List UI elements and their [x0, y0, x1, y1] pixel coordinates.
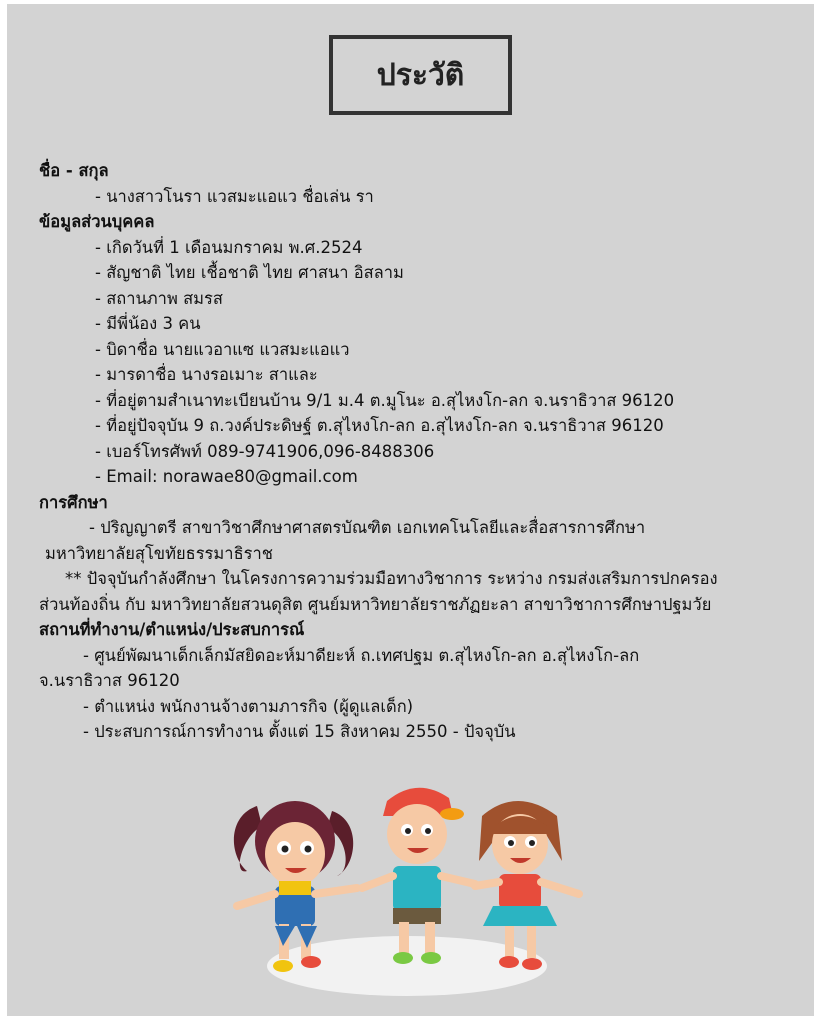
page-title: ประวัติ [376, 57, 465, 93]
personal-item: - สถานภาพ สมรส [95, 288, 223, 308]
personal-item: - มีพี่น้อง 3 คน [95, 314, 201, 333]
position-line: - ตำแหน่ง พนักงานจ้างตามภารกิจ (ผู้ดูแลเด็ก) [83, 696, 414, 716]
resume-content [39, 158, 799, 745]
experience-line: - ประสบการณ์การทำงาน ตั้งแต่ 15 สิงหาคม 2550 - ปัจจุบัน [83, 722, 516, 741]
personal-item: - เกิดวันที่ 1 เดือนมกราคม พ.ศ.2524 [95, 237, 363, 257]
personal-item: - มารดาชื่อ นางรอเมาะ สาและ [95, 365, 318, 384]
title-box [329, 35, 512, 115]
personal-item: - ที่อยู่ตามสำเนาทะเบียนบ้าน 9/1 ม.4 ต.มูโนะ อ.สุไหงโก-ลก จ.นราธิวาส 96120 [95, 390, 675, 410]
resume-page [7, 4, 814, 1016]
personal-item: - บิดาชื่อ นายแวอาแซ แวสมะแอแว [95, 339, 350, 359]
personal-item: - เบอร์โทรศัพท์ 089-9741906,096-8488306 [95, 441, 435, 461]
current-study-line-cont: ส่วนท้องถิ่น กับ มหาวิทยาลัยสวนดุสิต ศูนย์มหาวิทยาลัยราชภัฏยะลา สาขาวิชาการศึกษาปฐมวัย [39, 594, 712, 614]
degree-line: - ปริญญาตรี สาขาวิชาศึกษาศาสตรบัณฑิต เอกเทคโนโลยีและสื่อสารการศึกษา [89, 518, 646, 537]
name-heading: ชื่อ - สกุล [39, 161, 109, 180]
education-heading: การศึกษา [39, 492, 108, 512]
personal-heading: ข้อมูลส่วนบุคคล [39, 212, 155, 231]
personal-list [39, 235, 799, 490]
kids-illustration [217, 776, 597, 996]
personal-item: - Email: norawae80@gmail.com [95, 467, 358, 486]
workplace-line: - ศูนย์พัฒนาเด็กเล็กมัสยิดอะห์มาดียะห์ ถ.เทศปฐม ต.สุไหงโก-ลก อ.สุไหงโก-ลก [83, 645, 640, 665]
workplace-line-cont: จ.นราธิวาส 96120 [39, 671, 180, 690]
university-line: มหาวิทยาลัยสุโขทัยธรรมาธิราช [45, 543, 273, 563]
name-value: - นางสาวโนรา แวสมะแอแว ชื่อเล่น รา [95, 186, 374, 206]
work-heading: สถานที่ทำงาน/ตำแหน่ง/ประสบการณ์ [39, 620, 305, 639]
personal-item: - สัญชาติ ไทย เชื้อชาติ ไทย ศาสนา อิสลาม [95, 263, 404, 282]
personal-item: - ที่อยู่ปัจจุบัน 9 ถ.วงค์ประดิษฐ์ ต.สุไหงโก-ลก อ.สุไหงโก-ลก จ.นราธิวาส 96120 [95, 416, 664, 435]
current-study-line: ** ปัจจุบันกำลังศึกษา ในโครงการความร่วมมือทางวิชาการ ระหว่าง กรมส่งเสริมการปกครอง [65, 569, 718, 588]
